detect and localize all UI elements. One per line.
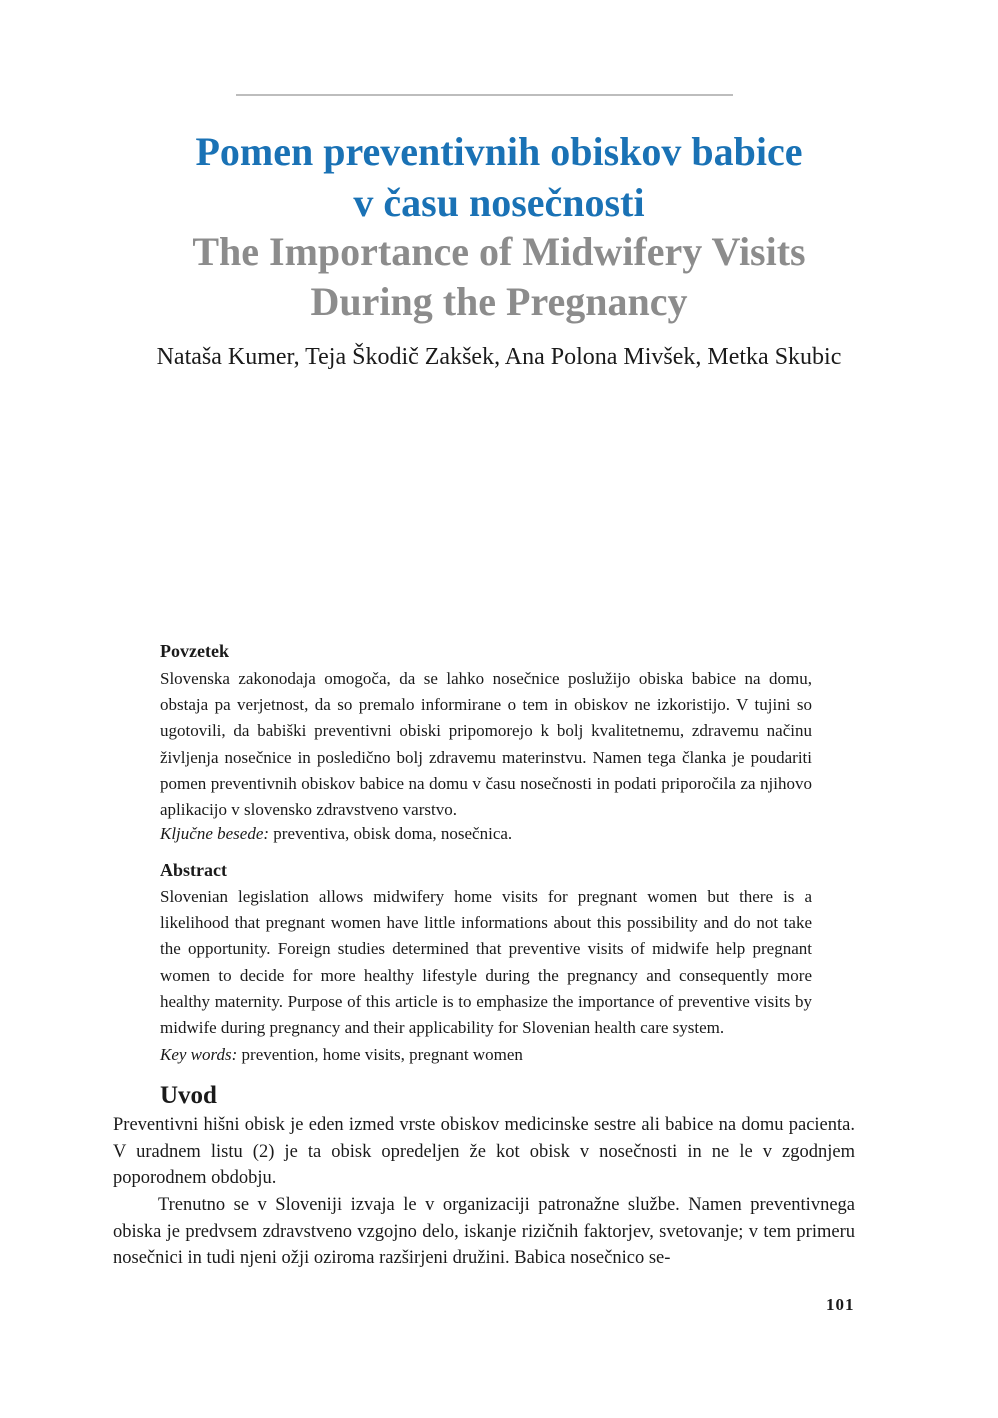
abstract-heading: Abstract <box>160 860 227 880</box>
uvod-paragraph-1: Preventivni hišni obisk je eden izmed vrste obiskov medicinske sestre ali babice na domu pacienta. V uradnem listu (2) je ta obisk opredeljen že kot obisk v nosečnosti in ne le v zgodnjem poporodnem obdobju. <box>113 1115 855 1188</box>
top-rule <box>236 94 733 96</box>
povzetek-text: Slovenska zakonodaja omogoča, da se lahko nosečnice poslužijo obiska babice na domu, obstaja pa verjetnost, da so premalo informirane o tem in obiskov ne izkoristijo. V tujini so ugotovili, da babiški preventivni obiski pripomorejo k bolj kvalitetnemu, zdravemu načinu življenja nosečnice in posledično bolj zdravemu materinstvu. Namen tega članka je poudariti pomen preventivnih obiskov babice na domu v času nosečnosti in podati priporočila za njihovo aplikacijo v slovensko zdravstveno varstvo. <box>160 669 812 820</box>
abstract-text: Slovenian legislation allows midwifery home visits for pregnant women but there is a likelihood that pregnant women have little informations about this possibility and do not take the opportunity. Foreign studies determined that preventive visits of midwife help pregnant women to decide for more healthy lifestyle during the pregnancy and consequently more healthy maternity. Purpose of this article is to emphasize the importance of preventive visits by midwife during pregnancy and their applicability for Slovenian health care system. <box>160 887 812 1038</box>
page-number: 101 <box>826 1295 855 1314</box>
authors: Nataša Kumer, Teja Škodič Zakšek, Ana Polona Mivšek, Metka Skubic <box>156 344 842 370</box>
povzetek-keywords <box>160 821 512 847</box>
title-english-line1: The Importance of Midwifery Visits <box>192 229 806 274</box>
title-slovene-line2: v času nosečnosti <box>353 180 645 225</box>
keywords-values: preventiva, obisk doma, nosečnica. <box>273 824 513 843</box>
keywords-label: Ključne besede: <box>160 824 270 843</box>
uvod-paragraph-2: Trenutno se v Sloveniji izvaja le v organizaciji patronažne službe. Namen preventivnega obiska je predvsem zdravstveno vzgojno delo, iskanje rizičnih faktorjev, svetovanje; v tem primeru nosečnici in tudi njeni ožji oziroma razširjeni družini. Babica nosečnico se- <box>113 1195 855 1268</box>
section-heading-uvod: Uvod <box>160 1082 217 1109</box>
keywords-label: Key words: <box>160 1045 238 1064</box>
title-slovene-line1: Pomen preventivnih obiskov babice <box>195 129 803 174</box>
povzetek-heading: Povzetek <box>160 641 229 661</box>
abstract-keywords <box>160 1042 523 1068</box>
keywords-values: prevention, home visits, pregnant women <box>241 1045 523 1064</box>
title-english-line2: During the Pregnancy <box>310 279 688 324</box>
